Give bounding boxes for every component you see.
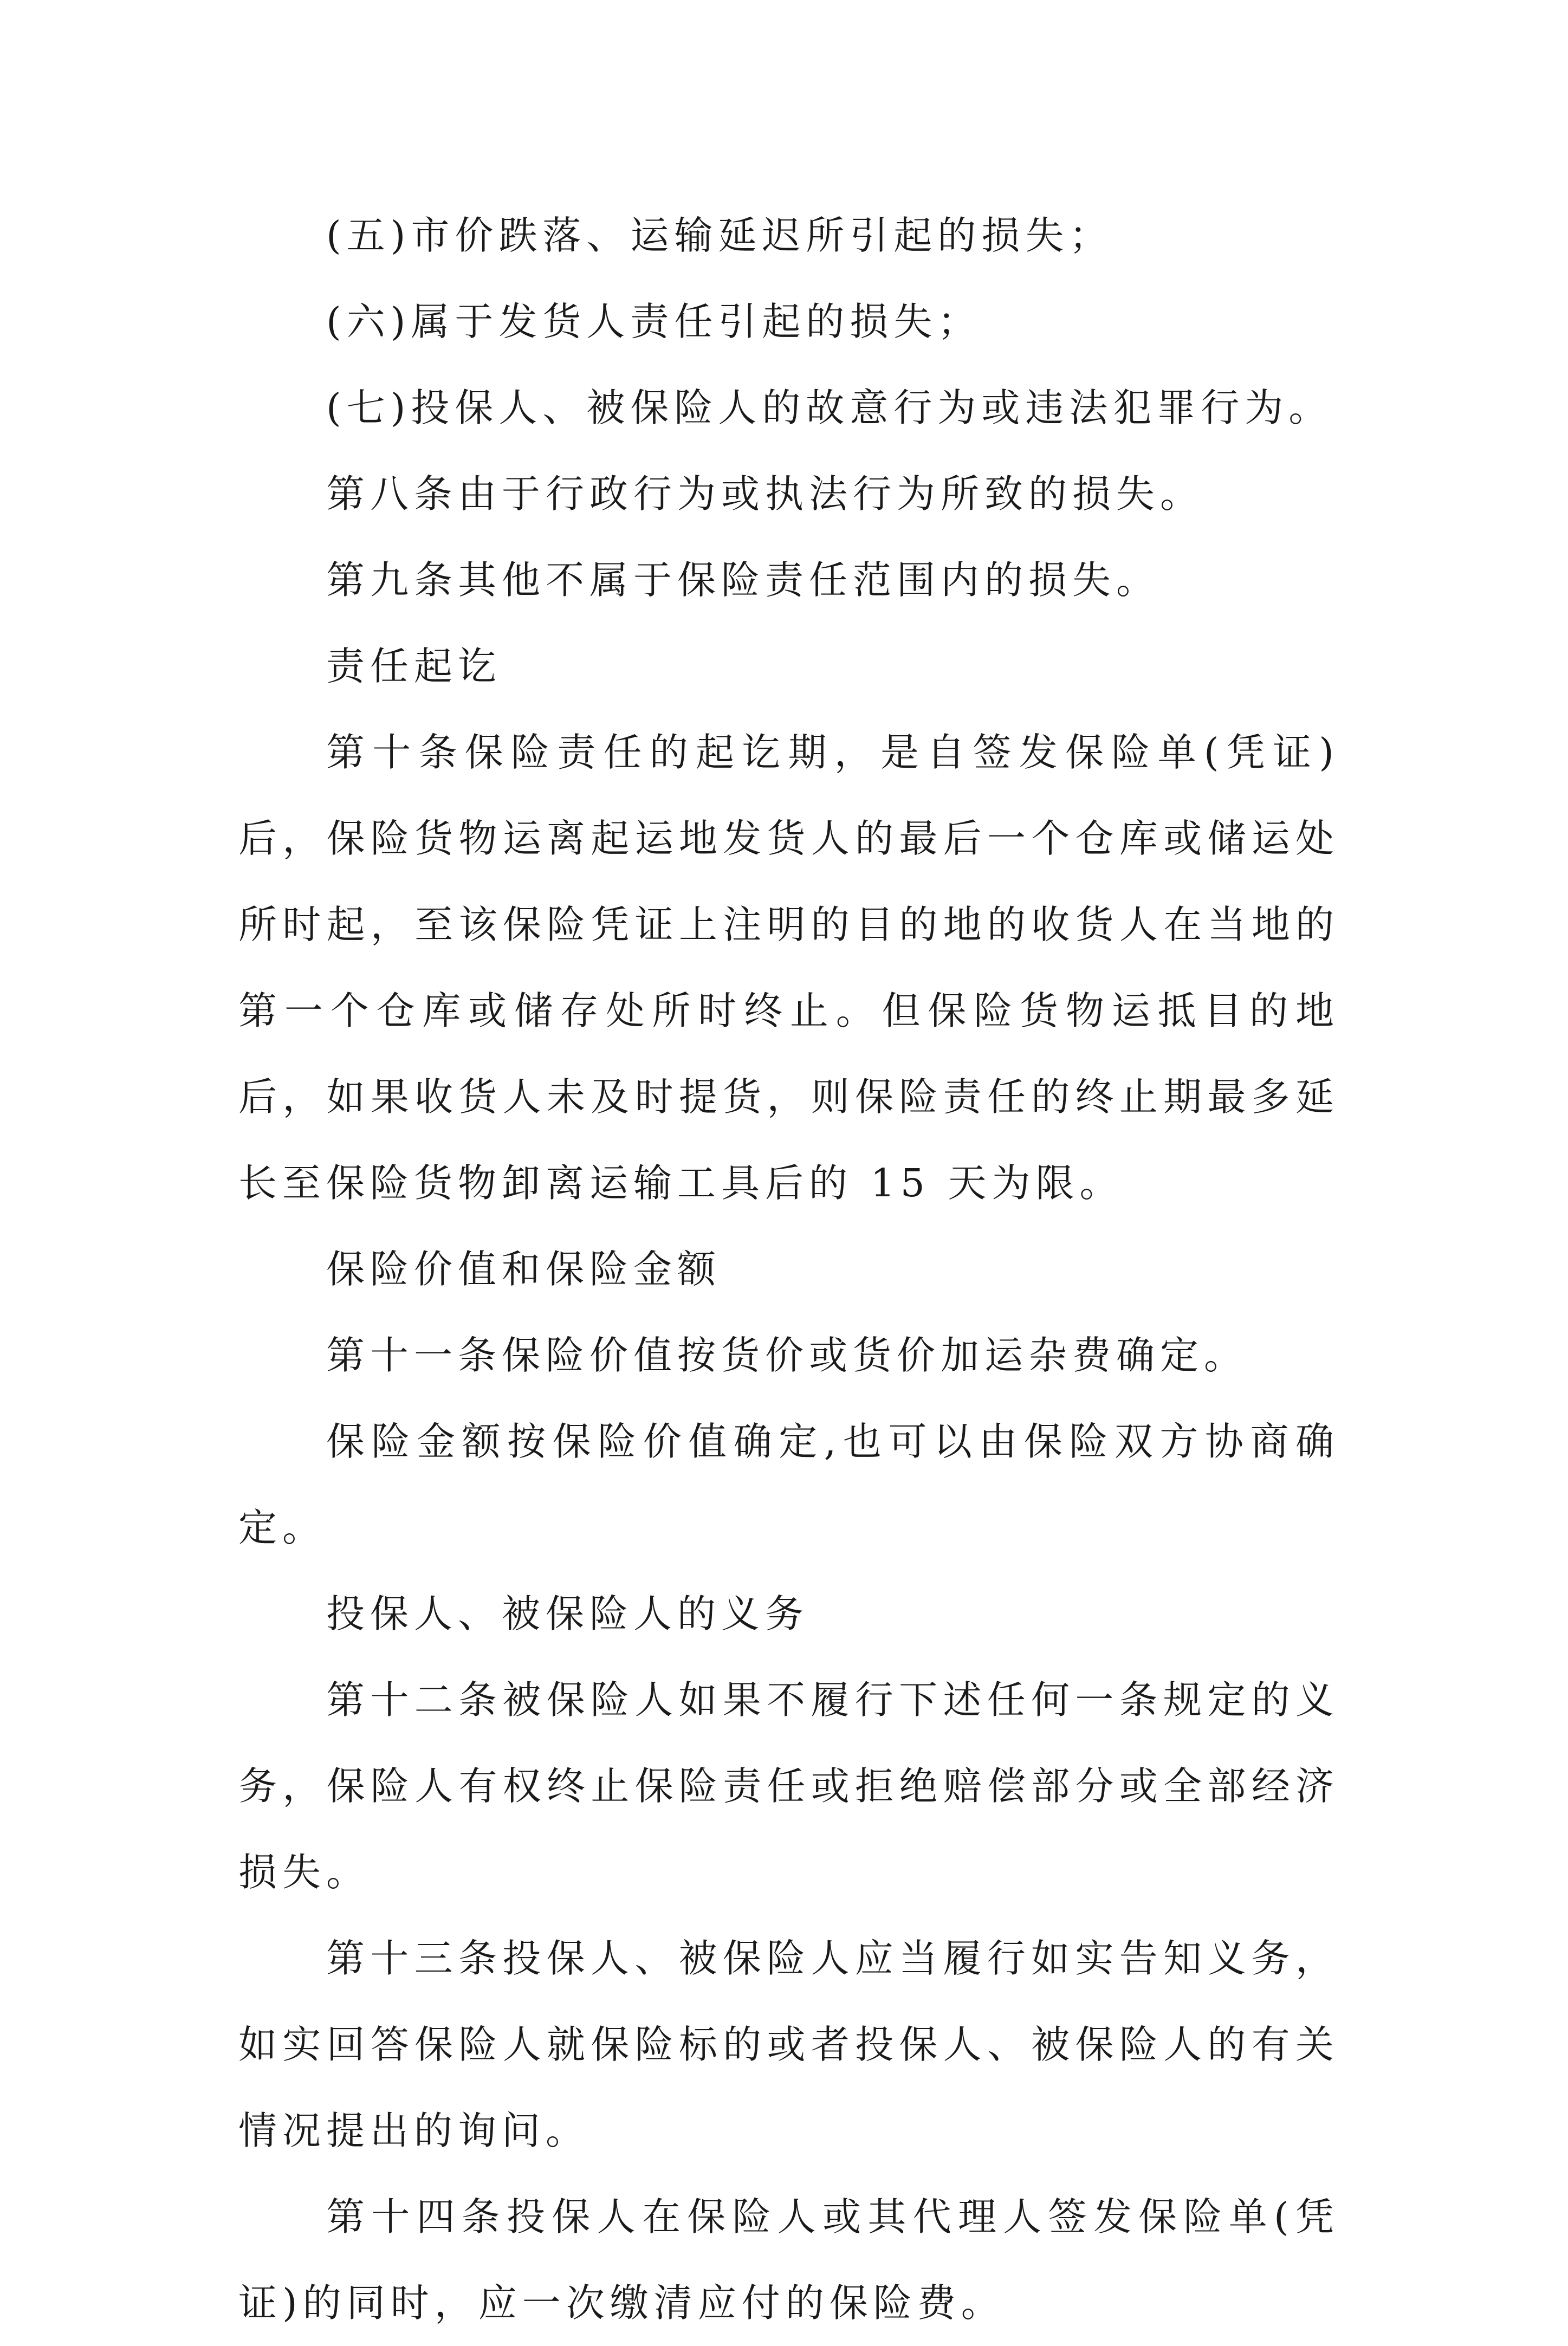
- article-11: 第十一条保险价值按货价或货价加运杂费确定。: [326, 1333, 1248, 1378]
- document-body: [238, 192, 1339, 2346]
- article-11-amount: 保险金额按保险价值确定,也可以由保险双方协商确定。: [238, 1419, 1339, 1550]
- article-13: 第十三条投保人、被保险人应当履行如实告知义务，如实回答保险人就保险标的或者投保人、被保险人的有关情况提出的询问。: [238, 1936, 1339, 2153]
- exclusion-item-5: (五)市价跌落、运输延迟所引起的损失；: [326, 213, 1113, 258]
- article-14: 第十四条投保人在保险人或其代理人签发保险单(凭证)的同时，应一次缴清应付的保险费。: [238, 2194, 1339, 2325]
- section-heading-insured-value: 保险价值和保险金额: [326, 1247, 722, 1292]
- exclusion-item-6: (六)属于发货人责任引起的损失；: [326, 299, 982, 344]
- article-10: 第十条保险责任的起讫期，是自签发保险单(凭证)后，保险货物运离起运地发货人的最后一个仓库或储运处所时起，至该保险凭证上注明的目的地的收货人在当地的第一个仓库或储存处所时终止。但保险货物运抵目的地后，如果收货人未及时提货，则保险责任的终止期最多延长至保险货物卸离运输工具后的 15 天为限。: [238, 730, 1339, 1206]
- article-12: 第十二条被保险人如果不履行下述任何一条规定的义务，保险人有权终止保险责任或拒绝赔偿部分或全部经济损失。: [238, 1677, 1339, 1895]
- section-heading-liability-period: 责任起讫: [326, 644, 502, 689]
- section-heading-obligations: 投保人、被保险人的义务: [326, 1591, 809, 1636]
- article-9: 第九条其他不属于保险责任范围内的损失。: [326, 558, 1161, 602]
- article-8: 第八条由于行政行为或执法行为所致的损失。: [326, 471, 1204, 516]
- exclusion-item-7: (七)投保人、被保险人的故意行为或违法犯罪行为。: [326, 385, 1333, 430]
